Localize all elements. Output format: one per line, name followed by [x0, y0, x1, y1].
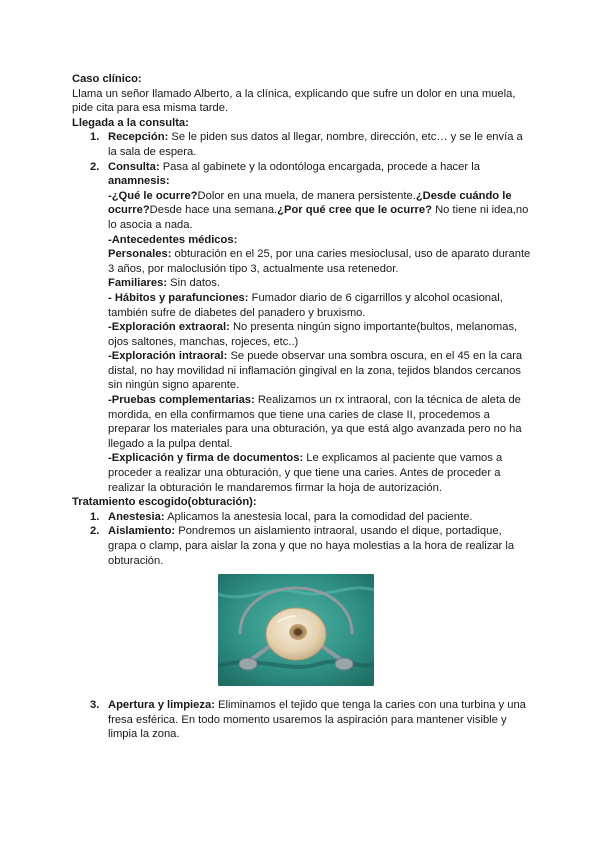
section-text: Le explicamos al paciente que vamos a proceder a realizar una obturación, y que tiene una caries. Antes de proceder a realizar la obturación le mandaremos firmar la hoja de autorización. — [108, 452, 503, 494]
item-text: Pasa al gabinete y la odontóloga encargada, procede a hacer la — [159, 160, 480, 173]
list-item-recepcion — [72, 130, 532, 159]
extraoral-paragraph — [108, 320, 532, 349]
case-title: Caso clínico: — [72, 73, 142, 85]
list-number: 2. — [90, 525, 100, 538]
section-label: Familiares: — [108, 277, 168, 290]
antecedentes-heading — [108, 233, 532, 248]
section-label: -Exploración intraoral: — [108, 350, 228, 363]
pruebas-paragraph — [108, 393, 532, 451]
section-text: No presenta ningún signo importante(bultos, melanomas, ojos saltones, manchas, rojeces, etc..) — [108, 321, 518, 348]
list-number: 1. — [90, 510, 100, 523]
section-text: obturación en el 25, por una caries mesioclusal, uso de aparato durante 3 años, por maloclusión tipo 3, actualmente usa retenedor. — [108, 248, 531, 275]
list-number: 1. — [90, 131, 100, 144]
rubber-dam-photo — [218, 574, 374, 686]
dental-isolation-image — [218, 574, 374, 686]
section-label: -Antecedentes médicos: — [108, 233, 238, 246]
item-label: Anestesia: — [108, 510, 165, 523]
section-label: Personales: — [108, 248, 172, 261]
spacer — [72, 686, 532, 698]
item-label: Consulta: — [108, 160, 160, 173]
question-answer: Desde hace una semana. — [149, 204, 278, 217]
question-label: -¿Qué le ocurre? — [108, 189, 198, 202]
section-text: Realizamos un rx intraoral, con la técnica de aleta de mordida, en ella confirmamos que tiene una caries de clase II, procedemos a preparar los materiales para una obturación, ya que está algo avanzada pero no ha llegado a la pulpa dental. — [108, 394, 522, 450]
arrival-title: Llegada a la consulta: — [72, 116, 189, 129]
question-label: ¿Desde cuándo le ocurre? — [108, 189, 512, 217]
section-text: Fumador diario de 6 cigarrillos y alcohol ocasional, también sufre de diabetes del panadero y bruxismo. — [108, 291, 503, 319]
question-answer: Dolor en una muela, de manera persistente. — [197, 189, 416, 202]
section-text: Se puede observar una sombra oscura, en el 45 en la cara distal, no hay movilidad ni inflamación gingival en la zona, tejidos blandos cercanos sin ningún signo aparente. — [108, 350, 523, 392]
section-label: -Exploración extraoral: — [108, 321, 230, 334]
question-label: ¿Por qué cree que le ocurre? — [277, 204, 432, 217]
arrival-list — [72, 130, 532, 495]
treatment-title: Tratamiento escogido(obturación): — [72, 496, 257, 509]
personales-paragraph — [108, 247, 532, 276]
explicacion-paragraph — [108, 451, 532, 495]
list-item-consulta — [72, 160, 532, 496]
item-text: Aplicamos la anestesia local, para la comodidad del paciente. — [164, 510, 473, 523]
list-item-apertura — [72, 698, 532, 742]
list-number: 2. — [90, 160, 100, 173]
treatment-list-continued — [72, 698, 532, 742]
habitos-paragraph — [108, 291, 532, 320]
list-item-aislamiento — [72, 524, 532, 568]
item-label: Apertura y limpieza: — [108, 699, 215, 712]
anamnesis-questions — [108, 189, 532, 233]
section-label: -Pruebas complementarias: — [108, 394, 255, 407]
section-label: - Hábitos y parafunciones: — [108, 291, 249, 304]
item-label: Aislamiento: — [108, 525, 176, 538]
list-item-anestesia — [72, 510, 532, 525]
familiares-paragraph — [108, 276, 532, 291]
question-answer: No tiene ni idea,no lo asocia a nada. — [108, 204, 529, 231]
anamnesis-label: anamnesis: — [108, 175, 170, 188]
item-text: Se le piden sus datos al llegar, nombre, dirección, etc… y se le envía a la sala de espera. — [108, 131, 523, 158]
document-page — [72, 72, 532, 742]
item-label: Recepción: — [108, 131, 169, 144]
intraoral-paragraph — [108, 349, 532, 393]
item-text: Pondremos un aislamiento intraoral, usando el dique, portadique, grapa o clamp, para aislar la zona y que no haya molestias a la hora de realizar la obturación. — [108, 525, 515, 567]
section-label: -Explicación y firma de documentos: — [108, 452, 304, 465]
case-intro: Llama un señor llamado Alberto, a la clínica, explicando que sufre un dolor en una muela, pide cita para esa misma tarde. — [72, 87, 516, 115]
treatment-list — [72, 510, 532, 568]
section-text: Sin datos. — [167, 277, 220, 290]
list-number: 3. — [90, 699, 100, 712]
item-text: Eliminamos el tejido que tenga la caries con una turbina y una fresa esférica. En todo momento usaremos la aspiración para mantener visible y limpia la zona. — [108, 699, 526, 741]
